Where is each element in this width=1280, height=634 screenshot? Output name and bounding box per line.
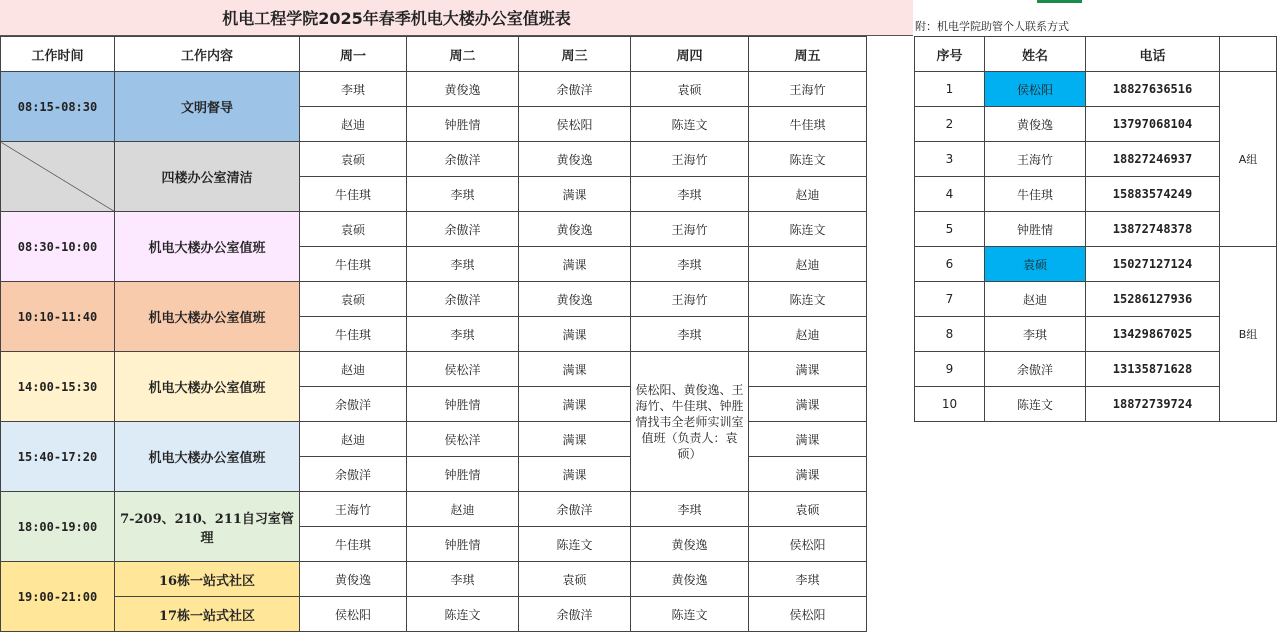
column-header: 周一 [300, 37, 407, 72]
person-cell: 黄俊逸 [631, 527, 749, 562]
person-cell: 牛佳琪 [749, 107, 867, 142]
person-cell: 满课 [519, 247, 631, 282]
time-cell: 15:40-17:20 [1, 422, 115, 492]
task-cell: 机电大楼办公室值班 [115, 422, 300, 492]
person-cell: 袁硕 [631, 72, 749, 107]
person-cell: 赵迪 [407, 492, 519, 527]
person-cell: 袁硕 [300, 212, 407, 247]
person-cell: 袁硕 [749, 492, 867, 527]
task-cell: 文明督导 [115, 72, 300, 142]
person-cell: 满课 [519, 317, 631, 352]
person-cell: 侯松阳 [519, 107, 631, 142]
contact-name: 王海竹 [985, 142, 1086, 177]
time-cell: 08:15-08:30 [1, 72, 115, 142]
person-cell: 牛佳琪 [300, 317, 407, 352]
person-cell: 钟胜情 [407, 387, 519, 422]
person-cell: 黄俊逸 [300, 562, 407, 597]
person-cell: 余傲洋 [519, 597, 631, 632]
person-cell: 满课 [519, 422, 631, 457]
person-cell: 赵迪 [300, 107, 407, 142]
column-header: 周三 [519, 37, 631, 72]
contact-phone: 13797068104 [1086, 107, 1220, 142]
contact-number: 10 [915, 387, 985, 422]
contact-name: 侯松阳 [985, 72, 1086, 107]
contact-row [915, 72, 1277, 107]
contact-column-header: 电话 [1086, 37, 1220, 72]
person-cell: 黄俊逸 [519, 282, 631, 317]
person-cell: 余傲洋 [300, 387, 407, 422]
contact-name: 陈连文 [985, 387, 1086, 422]
contact-number: 1 [915, 72, 985, 107]
person-cell: 李琪 [407, 562, 519, 597]
task-cell: 7-209、210、211自习室管理 [115, 492, 300, 562]
table-row [1, 142, 867, 177]
contact-row [915, 247, 1277, 282]
sheet-title: 机电工程学院2025年春季机电大楼办公室值班表 [0, 0, 913, 36]
person-cell: 王海竹 [631, 212, 749, 247]
person-cell: 满课 [519, 177, 631, 212]
person-cell: 满课 [749, 457, 867, 492]
column-header: 工作内容 [115, 37, 300, 72]
contact-name: 袁硕 [985, 247, 1086, 282]
task-cell: 17栋一站式社区 [115, 597, 300, 632]
time-cell: 08:30-10:00 [1, 212, 115, 282]
task-cell: 机电大楼办公室值班 [115, 352, 300, 422]
task-cell: 16栋一站式社区 [115, 562, 300, 597]
person-cell: 李琪 [300, 72, 407, 107]
person-cell: 余傲洋 [300, 457, 407, 492]
column-header: 工作时间 [1, 37, 115, 72]
diagonal-cell [1, 142, 115, 212]
person-cell: 余傲洋 [407, 282, 519, 317]
contact-phone: 13429867025 [1086, 317, 1220, 352]
person-cell: 赵迪 [300, 352, 407, 387]
person-cell: 侯松阳 [749, 527, 867, 562]
time-cell: 18:00-19:00 [1, 492, 115, 562]
table-row [1, 282, 867, 317]
person-cell: 陈连文 [749, 142, 867, 177]
person-cell: 袁硕 [519, 562, 631, 597]
person-cell: 赵迪 [749, 177, 867, 212]
contact-phone: 18827246937 [1086, 142, 1220, 177]
header-row [1, 37, 867, 72]
person-cell: 李琪 [407, 177, 519, 212]
contact-header-row [915, 37, 1277, 72]
person-cell: 李琪 [631, 247, 749, 282]
column-header: 周五 [749, 37, 867, 72]
contact-phone: 13135871628 [1086, 352, 1220, 387]
table-row [1, 352, 867, 387]
person-cell: 牛佳琪 [300, 177, 407, 212]
contact-number: 4 [915, 177, 985, 212]
person-cell: 陈连文 [407, 597, 519, 632]
person-cell: 王海竹 [300, 492, 407, 527]
person-cell: 陈连文 [749, 282, 867, 317]
contact-number: 7 [915, 282, 985, 317]
person-cell: 黄俊逸 [631, 562, 749, 597]
person-cell: 陈连文 [519, 527, 631, 562]
person-cell: 黄俊逸 [407, 72, 519, 107]
contact-phone: 13872748378 [1086, 212, 1220, 247]
person-cell: 陈连文 [631, 107, 749, 142]
selection-indicator [1037, 0, 1082, 3]
contact-number: 8 [915, 317, 985, 352]
person-cell: 余傲洋 [519, 492, 631, 527]
person-cell: 王海竹 [631, 142, 749, 177]
contact-name: 牛佳琪 [985, 177, 1086, 212]
thursday-merged-note: 侯松阳、黄俊逸、王海竹、牛佳琪、钟胜情找韦全老师实训室值班（负责人：袁硕） [631, 352, 749, 492]
contact-name: 黄俊逸 [985, 107, 1086, 142]
person-cell: 李琪 [631, 177, 749, 212]
table-row [1, 72, 867, 107]
contact-empty-header [1220, 37, 1277, 72]
person-cell: 袁硕 [300, 282, 407, 317]
person-cell: 满课 [749, 387, 867, 422]
person-cell: 满课 [519, 457, 631, 492]
contact-note: 附：机电学院助管个人联系方式 [915, 20, 1069, 33]
contact-column-header: 姓名 [985, 37, 1086, 72]
task-cell: 机电大楼办公室值班 [115, 212, 300, 282]
person-cell: 满课 [749, 422, 867, 457]
person-cell: 侯松洋 [407, 352, 519, 387]
person-cell: 李琪 [749, 562, 867, 597]
column-header: 周四 [631, 37, 749, 72]
contact-number: 5 [915, 212, 985, 247]
table-row [1, 597, 867, 632]
person-cell: 陈连文 [631, 597, 749, 632]
person-cell: 侯松阳 [300, 597, 407, 632]
person-cell: 牛佳琪 [300, 527, 407, 562]
person-cell: 钟胜情 [407, 457, 519, 492]
duty-schedule-table [0, 36, 867, 632]
person-cell: 赵迪 [749, 317, 867, 352]
person-cell: 李琪 [631, 492, 749, 527]
person-cell: 满课 [519, 387, 631, 422]
group-label: B组 [1220, 247, 1277, 422]
table-row [1, 562, 867, 597]
person-cell: 黄俊逸 [519, 212, 631, 247]
contact-name: 赵迪 [985, 282, 1086, 317]
contact-name: 钟胜情 [985, 212, 1086, 247]
person-cell: 王海竹 [749, 72, 867, 107]
task-cell: 机电大楼办公室值班 [115, 282, 300, 352]
contact-phone: 15027127124 [1086, 247, 1220, 282]
time-cell: 14:00-15:30 [1, 352, 115, 422]
contact-table [914, 36, 1277, 422]
contact-name: 余傲洋 [985, 352, 1086, 387]
person-cell: 侯松洋 [407, 422, 519, 457]
person-cell: 赵迪 [749, 247, 867, 282]
group-label: A组 [1220, 72, 1277, 247]
person-cell: 钟胜情 [407, 107, 519, 142]
contact-phone: 18872739724 [1086, 387, 1220, 422]
contact-name: 李琪 [985, 317, 1086, 352]
person-cell: 余傲洋 [407, 212, 519, 247]
person-cell: 王海竹 [631, 282, 749, 317]
time-cell: 19:00-21:00 [1, 562, 115, 632]
person-cell: 余傲洋 [519, 72, 631, 107]
contact-number: 3 [915, 142, 985, 177]
column-header: 周二 [407, 37, 519, 72]
person-cell: 黄俊逸 [519, 142, 631, 177]
contact-column-header: 序号 [915, 37, 985, 72]
contact-phone: 18827636516 [1086, 72, 1220, 107]
person-cell: 钟胜情 [407, 527, 519, 562]
person-cell: 李琪 [407, 317, 519, 352]
person-cell: 侯松阳 [749, 597, 867, 632]
contact-number: 9 [915, 352, 985, 387]
table-row [1, 492, 867, 527]
contact-number: 2 [915, 107, 985, 142]
table-row [1, 212, 867, 247]
person-cell: 牛佳琪 [300, 247, 407, 282]
person-cell: 余傲洋 [407, 142, 519, 177]
contact-number: 6 [915, 247, 985, 282]
time-cell: 10:10-11:40 [1, 282, 115, 352]
task-cell: 四楼办公室清洁 [115, 142, 300, 212]
person-cell: 李琪 [631, 317, 749, 352]
person-cell: 满课 [519, 352, 631, 387]
contact-phone: 15883574249 [1086, 177, 1220, 212]
person-cell: 陈连文 [749, 212, 867, 247]
person-cell: 赵迪 [300, 422, 407, 457]
person-cell: 李琪 [407, 247, 519, 282]
contact-phone: 15286127936 [1086, 282, 1220, 317]
person-cell: 袁硕 [300, 142, 407, 177]
person-cell: 满课 [749, 352, 867, 387]
